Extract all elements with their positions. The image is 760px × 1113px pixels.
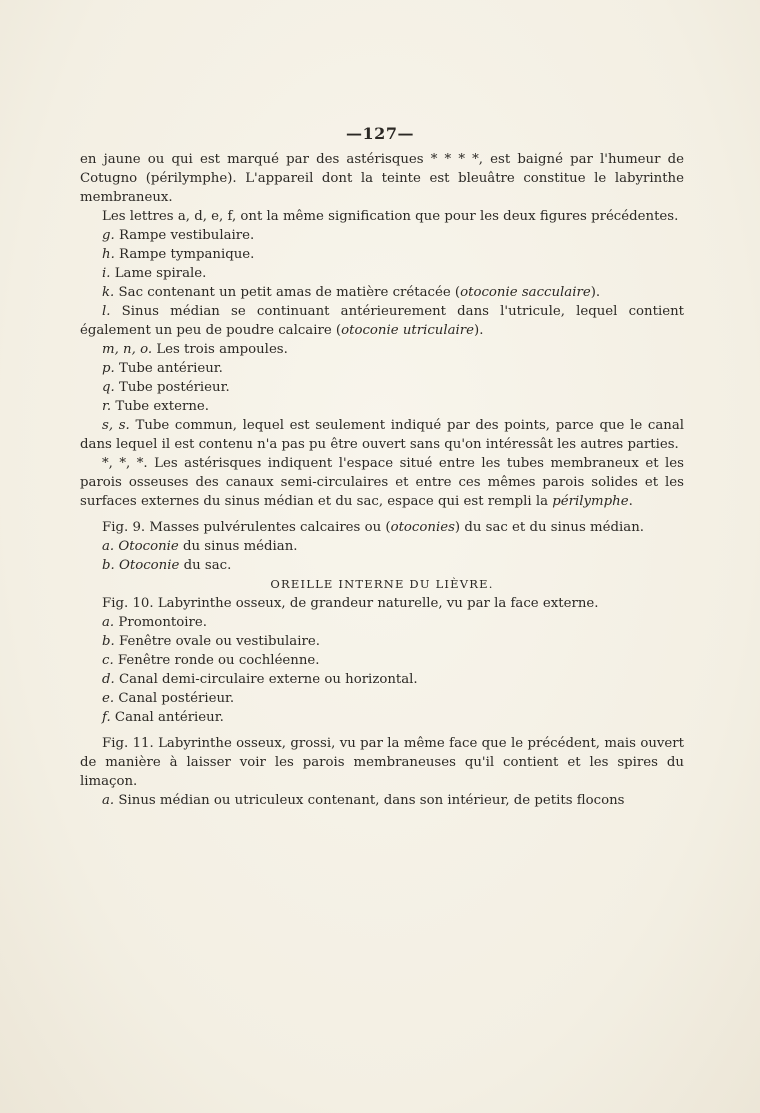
legend-term: périlymphe — [552, 494, 629, 509]
figure-caption-9 — [80, 518, 684, 537]
legend-item-b — [80, 556, 684, 575]
legend-item — [80, 632, 684, 651]
section-heading: OREILLE INTERNE DU LIÈVRE. — [270, 577, 494, 591]
legend-text: Sinus médian ou utriculeux contenant, dans son intérieur, de petits flocons — [118, 793, 625, 808]
legend-item-a — [80, 791, 684, 810]
legend-item — [80, 651, 684, 670]
figure-caption-11 — [80, 734, 684, 791]
legend-letter: q. — [102, 380, 115, 395]
legend-text: Fenêtre ovale ou vestibulaire. — [118, 634, 320, 649]
figure-label: Fig. 10. — [102, 596, 154, 611]
legend-item — [80, 708, 684, 727]
legend-letter: i. — [102, 266, 111, 281]
legend-item-g — [80, 226, 684, 245]
legend-text: Tube externe. — [115, 399, 209, 414]
legend-text: ). — [474, 323, 484, 338]
legend-item-mno — [80, 340, 684, 359]
legend-letter: p. — [102, 361, 115, 376]
legend-text: Promontoire. — [118, 615, 207, 630]
legend-letter: g. — [102, 228, 115, 243]
legend-letter: a. — [102, 793, 115, 808]
legend-item-asterisks — [80, 454, 684, 511]
legend-letter: b. — [102, 558, 115, 573]
legend-letter: *, *, *. — [102, 456, 148, 471]
legend-letter: f. — [102, 710, 111, 725]
caption-text: ) du sac et du sinus médian. — [454, 520, 645, 535]
legend-text: Fenêtre ronde ou cochléenne. — [117, 653, 320, 668]
figure-label: Fig. 9. — [102, 520, 146, 535]
caption-term: otoconies — [390, 520, 455, 535]
legend-letter: h. — [102, 247, 115, 262]
legend-text: . — [628, 494, 633, 509]
page-number: —127— — [346, 124, 414, 143]
legend-letter: l. — [102, 304, 111, 319]
legend-item-a — [80, 537, 684, 556]
legend-letter: d. — [102, 672, 115, 687]
legend-text: Rampe vestibulaire. — [118, 228, 255, 243]
legend-text: Tube postérieur. — [118, 380, 230, 395]
figure-label: Fig. 11. — [102, 736, 154, 751]
legend-letter: m, n, o. — [102, 342, 153, 357]
legend-letter: b. — [102, 634, 115, 649]
legend-text: du sinus médian. — [178, 539, 298, 554]
legend-term: Otoconie — [118, 539, 179, 554]
legend-item — [80, 670, 684, 689]
legend-text: Tube antérieur. — [118, 361, 223, 376]
paragraph: en jaune ou qui est marqué par des astérisques * * * *, est baigné par l'humeur de Cotugno (périlymphe). L'appareil dont la teinte est bleuâtre constitue le labyrinthe membraneux. — [80, 152, 684, 205]
legend-text: Sac contenant un petit amas de matière crétacée ( — [118, 285, 461, 300]
legend-text: Canal demi-circulaire externe ou horizontal. — [118, 672, 418, 687]
paragraph: Les lettres a, d, e, f, ont la même signification que pour les deux figures précédentes. — [102, 209, 679, 224]
page-body — [80, 150, 684, 810]
legend-text: Tube commun, lequel est seulement indiqué par des points, parce que le canal dans lequel il est contenu n'a pas pu être ouvert sans qu'on intéressât les autres parties. — [80, 418, 684, 452]
legend-text: Canal postérieur. — [118, 691, 235, 706]
caption-text: Masses pulvérulentes calcaires ou ( — [149, 520, 391, 535]
legend-term: otoconie sacculaire — [460, 285, 591, 300]
legend-term: Otoconie — [118, 558, 180, 573]
legend-letter: s, s. — [102, 418, 130, 433]
legend-item-l — [80, 302, 684, 340]
legend-letter: a. — [102, 539, 115, 554]
legend-text: Lame spirale. — [114, 266, 207, 281]
legend-letter: e. — [102, 691, 115, 706]
caption-text: Labyrinthe osseux, grossi, vu par la même face que le précédent, mais ouvert de manière à laisser voir les parois membraneuses qu'il contient et les spires du limaçon. — [80, 736, 684, 789]
legend-letter: a. — [102, 615, 115, 630]
legend-item-r — [80, 397, 684, 416]
legend-term: otoconie utriculaire — [341, 323, 475, 338]
caption-text: Labyrinthe osseux, de grandeur naturelle, vu par la face externe. — [157, 596, 599, 611]
figure-caption-10 — [80, 594, 684, 613]
legend-item-i — [80, 264, 684, 283]
legend-item-ss — [80, 416, 684, 454]
legend-item-k — [80, 283, 684, 302]
legend-text: Les trois ampoules. — [156, 342, 288, 357]
legend-item-q — [80, 378, 684, 397]
legend-text: Les astérisques indiquent l'espace situé entre les tubes membraneux et les parois osseuses des canaux semi-circulaires et entre ces mêmes parois solides et les surfaces externes du sinus médian et du sac, espace qui est rempli la — [80, 456, 684, 509]
legend-text: Sinus médian se continuant antérieurement dans l'utricule, lequel contient également un peu de poudre calcaire ( — [80, 304, 684, 338]
legend-item-h — [80, 245, 684, 264]
legend-item — [80, 689, 684, 708]
legend-letter: k. — [102, 285, 115, 300]
legend-item-p — [80, 359, 684, 378]
legend-text: ). — [590, 285, 601, 300]
legend-text: Rampe tympanique. — [119, 247, 255, 262]
legend-item — [80, 613, 684, 632]
legend-text: Canal antérieur. — [114, 710, 224, 725]
legend-letter: r. — [102, 399, 112, 414]
legend-text: du sac. — [179, 558, 232, 573]
legend-letter: c. — [102, 653, 114, 668]
